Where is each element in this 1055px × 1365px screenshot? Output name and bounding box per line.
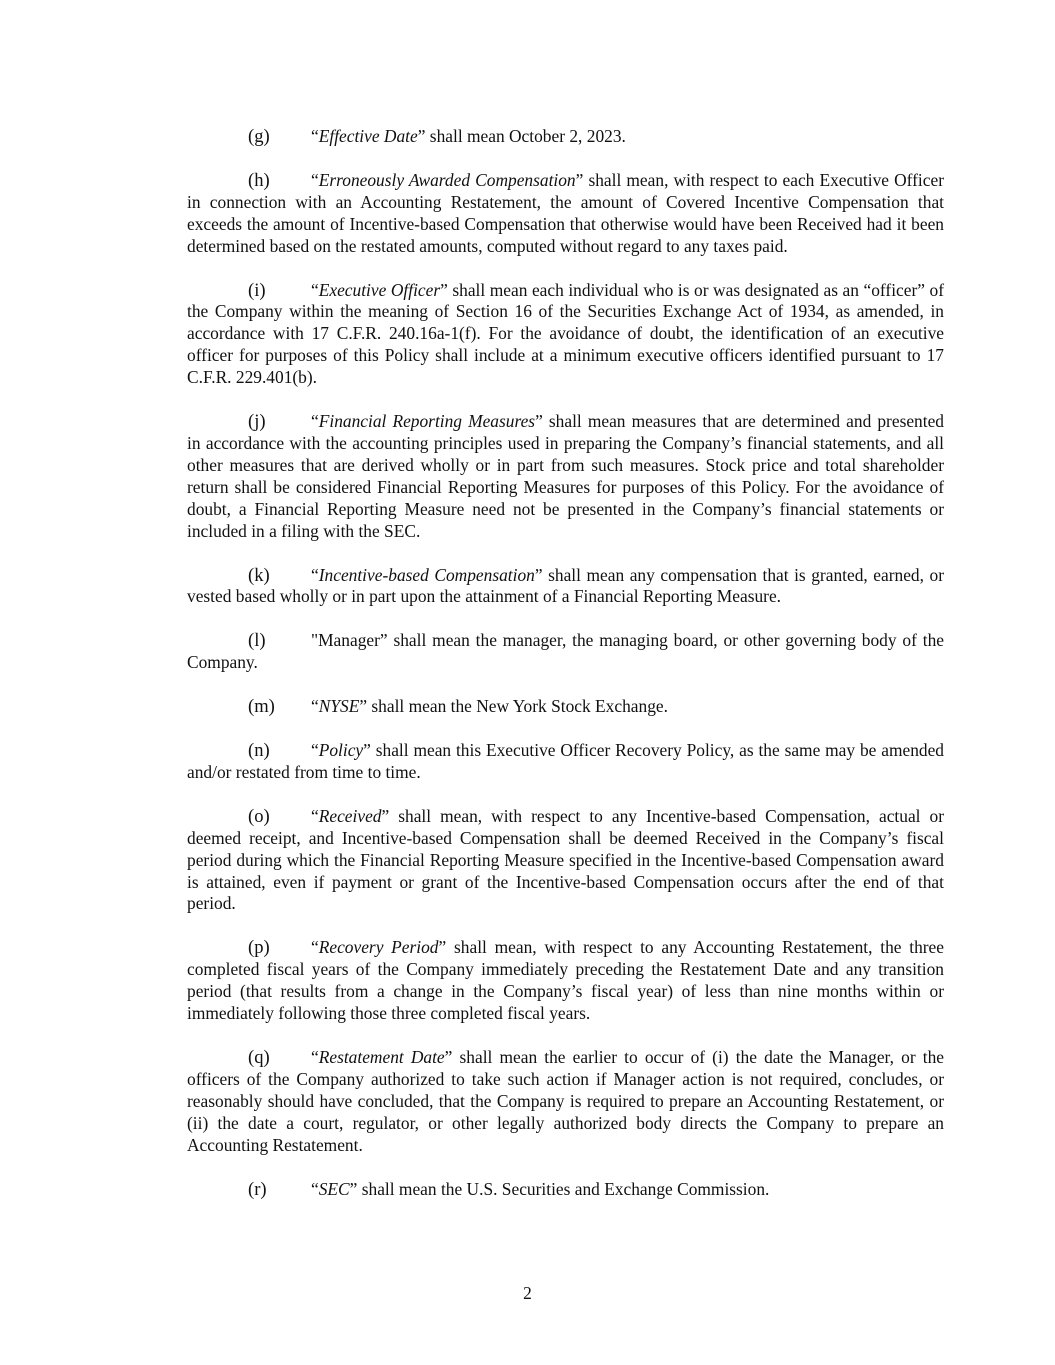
definition-text: shall mean measures that are determined and presented in accordance with the accounting principles used in preparing the Company’s financial statements, and all other measures that are derived wholly or in part from such measures. Stock price and total shareholder return shall be considered Financial Reporting Measures for purposes of this Policy. For the avoidance of doubt, a Financial Reporting Measure need not be presented in the Company’s financial statements or included in a filing with the SEC. (187, 411, 944, 541)
defined-term: Executive Officer (318, 279, 441, 300)
defined-term: Erroneously Awarded Compensation (318, 169, 576, 190)
defined-term: Restatement Date (318, 1047, 445, 1067)
definition-k: (k) “Incentive-based Compensation” shall mean any compensation that is granted, earned, or vested based wholly or in part upon the attainment of a Financial Reporting Measure. (187, 564, 944, 607)
defined-term: Policy (318, 740, 364, 761)
definition-label: (k) (248, 564, 270, 586)
defined-term: Financial Reporting Measures (318, 411, 536, 432)
definition-text: shall mean the U.S. Securities and Exchange Commission. (357, 1178, 770, 1199)
definition-text: shall mean any compensation that is granted, earned, or vested based wholly or in part upon the attainment of a Financial Reporting Measure. (187, 564, 944, 607)
definition-m: (m) “NYSE” shall mean the New York Stock Exchange. (248, 696, 668, 718)
definition-text: shall mean, with respect to any Incentive-based Compensation, actual or deemed receipt, and Incentive-based Compensation shall be deemed Received in the Company’s fiscal period during which the Financial Reporting Measure specified in the Incentive-based Compensation award is attained, even if payment or grant of the Incentive-based Compensation occurs after the end of that period. (187, 805, 944, 914)
definition-text: shall mean the New York Stock Exchange. (367, 696, 668, 717)
definition-j: (j) “Financial Reporting Measures” shall mean measures that are determined and presented in accordance with the accounting principles used in preparing the Company’s financial statements, and all other measures that are derived wholly or in part from such measures. Stock price and total shareholder return shall be considered Financial Reporting Measures for purposes of this Policy. For the avoidance of doubt, a Financial Reporting Measure need not be presented in the Company’s financial statements or included in a filing with the SEC. (187, 411, 944, 541)
defined-term: SEC (318, 1178, 350, 1199)
definition-text: shall mean the earlier to occur of (i) the date the Manager, or the officers of the Company authorized to take such action if Manager action is not required, concludes, or reasonably should have concluded, that the Company is required to prepare an Accounting Restatement, or (ii) the date a court, regulator, or other legally authorized body directs the Company to prepare an Accounting Restatement. (187, 1047, 944, 1155)
definition-q: (q) “Restatement Date” shall mean the earlier to occur of (i) the date the Manager, or the officers of the Company authorized to take such action if Manager action is not required, concludes, or reasonably should have concluded, that the Company is required to prepare an Accounting Restatement, or (ii) the date a court, regulator, or other legally authorized body directs the Company to prepare an Accounting Restatement. (187, 1047, 944, 1155)
definition-label: (r) (248, 1178, 267, 1200)
definition-label: (h) (248, 169, 270, 191)
definition-text: shall mean this Executive Officer Recovery Policy, as the same may be amended and/or restated from time to time. (187, 740, 944, 782)
definition-label: (q) (248, 1047, 270, 1068)
definition-label: (l) (248, 630, 266, 652)
definition-l (187, 630, 944, 674)
definition-text: shall mean, with respect to any Accounting Restatement, the three completed fiscal years of the Company immediately preceding the Restatement Date and any transition period (that results from a change in the Company’s fiscal year) of less than nine months within or immediately following those three completed fiscal years. (187, 937, 944, 1024)
definition-label: (m) (248, 696, 275, 718)
definition-g: (g) “Effective Date” shall mean October 2, 2023. (248, 126, 626, 147)
definition-n: (n) “Policy” shall mean this Executive Officer Recovery Policy, as the same may be amended and/or restated from time to time. (187, 740, 944, 782)
defined-term: Recovery Period (318, 937, 439, 958)
definition-label: (o) (248, 805, 270, 827)
definition-r: (r) “SEC” shall mean the U.S. Securities and Exchange Commission. (248, 1178, 770, 1200)
page-number: 2 (523, 1283, 532, 1303)
document-body (187, 126, 944, 1222)
defined-term: Received (318, 805, 382, 826)
defined-term: NYSE (318, 696, 360, 717)
definition-label: (n) (248, 740, 270, 762)
definition-p: (p) “Recovery Period” shall mean, with respect to any Accounting Restatement, the three completed fiscal years of the Company immediately preceding the Restatement Date and any transition period (that results from a change in the Company’s fiscal year) of less than nine months within or immediately following those three completed fiscal years. (187, 937, 944, 1024)
definition-i: (i) “Executive Officer” shall mean each individual who is or was designated as an “officer” of the Company within the meaning of Section 16 of the Securities Exchange Act of 1934, as amended, in accordance with 17 C.F.R. 240.16a-1(f). For the avoidance of doubt, the identification of an executive officer for purposes of this Policy shall include at a minimum executive officers identified pursuant to 17 C.F.R. 229.401(b). (187, 279, 944, 388)
definition-h: (h) “Erroneously Awarded Compensation” shall mean, with respect to each Executive Officer in connection with an Accounting Restatement, the amount of Covered Incentive Compensation that exceeds the amount of Incentive-based Compensation that otherwise would have been Received had it been determined based on the restated amounts, computed without regard to any taxes paid. (187, 169, 944, 256)
definition-text: shall mean October 2, 2023. (425, 126, 626, 146)
definition-o: (o) “Received” shall mean, with respect to any Incentive-based Compensation, actual or deemed receipt, and Incentive-based Compensation shall be deemed Received in the Company’s fiscal period during which the Financial Reporting Measure specified in the Incentive-based Compensation award is attained, even if payment or grant of the Incentive-based Compensation occurs after the end of that period. (187, 805, 944, 914)
defined-term: Incentive-based Compensation (318, 564, 535, 585)
definition-label: (g) (248, 126, 270, 147)
defined-term: Effective Date (318, 126, 418, 146)
definition-text: shall mean, with respect to each Executive Officer in connection with an Accounting Restatement, the amount of Covered Incentive Compensation that exceeds the amount of Incentive-based Compensation that otherwise would have been Received had it been determined based on the restated amounts, computed without regard to any taxes paid. (187, 169, 944, 256)
definition-text: "Manager” shall mean the manager, the managing board, or other governing body of the Company. (187, 630, 944, 673)
definition-text: shall mean each individual who is or was designated as an “officer” of the Company within the meaning of Section 16 of the Securities Exchange Act of 1934, as amended, in accordance with 17 C.F.R. 240.16a-1(f). For the avoidance of doubt, the identification of an executive officer for purposes of this Policy shall include at a minimum executive officers identified pursuant to 17 C.F.R. 229.401(b). (187, 279, 944, 388)
definition-label: (p) (248, 937, 270, 959)
definition-label: (j) (248, 411, 266, 433)
definition-label: (i) (248, 279, 266, 301)
